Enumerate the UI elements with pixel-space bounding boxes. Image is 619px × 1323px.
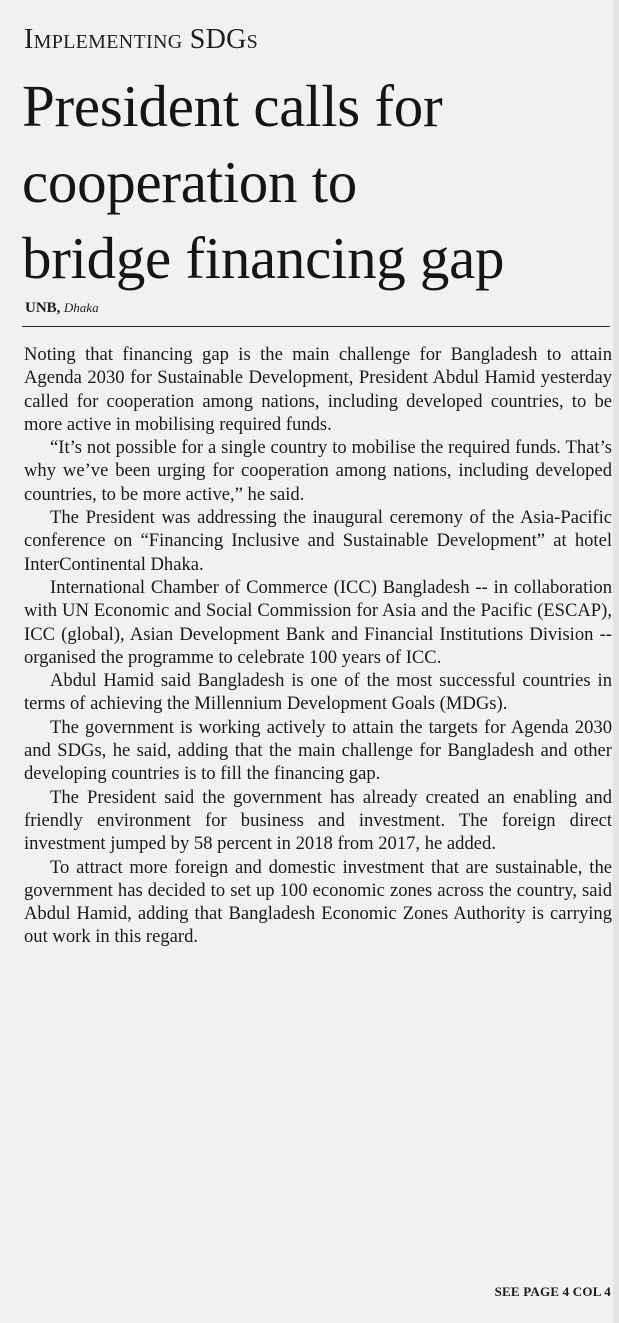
paragraph: International Chamber of Commerce (ICC) Bangladesh -- in collaboration with UN Economic and Social Commission for Asia and the Pacific (ESCAP), ICC (global), Asian Development Bank and Financial Institutions Division -- organised the programme to celebrate 100 years of ICC.: [24, 576, 612, 668]
paragraph: “It’s not possible for a single country to mobilise the required funds. That’s why we’ve been urging for cooperation among nations, including developed countries, to be more active,” he said.: [24, 437, 612, 505]
section-kicker: Implementing SDGs: [24, 24, 259, 55]
paragraph: Noting that financing gap is the main challenge for Bangladesh to attain Agenda 2030 for Sustainable Development, President Abdul Hamid yesterday called for cooperation among nations, including developed countries, to be more active in mobilising required funds.: [24, 344, 612, 435]
continuation-note: SEE PAGE 4 COL 4: [494, 1284, 611, 1299]
headline-line: President calls for: [22, 73, 443, 139]
paragraph: The President said the government has already created an enabling and friendly environment for business and investment. The foreign direct investment jumped by 58 percent in 2018 from 2017, he added.: [24, 786, 612, 855]
byline: [25, 298, 99, 319]
byline-agency: UNB,: [25, 300, 61, 316]
headline: [22, 68, 612, 296]
paragraph: The President was addressing the inaugural ceremony of the Asia-Pacific conference on “Financing Inclusive and Sustainable Development” at hotel InterContinental Dhaka.: [24, 507, 612, 575]
byline-location: Dhaka: [63, 300, 99, 315]
headline-line: cooperation to: [22, 149, 357, 215]
byline-divider: [22, 326, 610, 327]
paragraph: Abdul Hamid said Bangladesh is one of the most successful countries in terms of achieving the Millennium Development Goals (MDGs).: [24, 670, 612, 715]
page-edge: [613, 0, 619, 1323]
paragraph: The government is working actively to attain the targets for Agenda 2030 and SDGs, he said, adding that the main challenge for Bangladesh and other developing countries is to fill the financing gap.: [24, 716, 612, 785]
article-body: [24, 343, 612, 949]
paragraph: To attract more foreign and domestic investment that are sustainable, the government has decided to set up 100 economic zones across the country, said Abdul Hamid, adding that Bangladesh Economic Zones Authority is carrying out work in this regard.: [24, 856, 612, 948]
headline-line: bridge financing gap: [22, 225, 505, 291]
